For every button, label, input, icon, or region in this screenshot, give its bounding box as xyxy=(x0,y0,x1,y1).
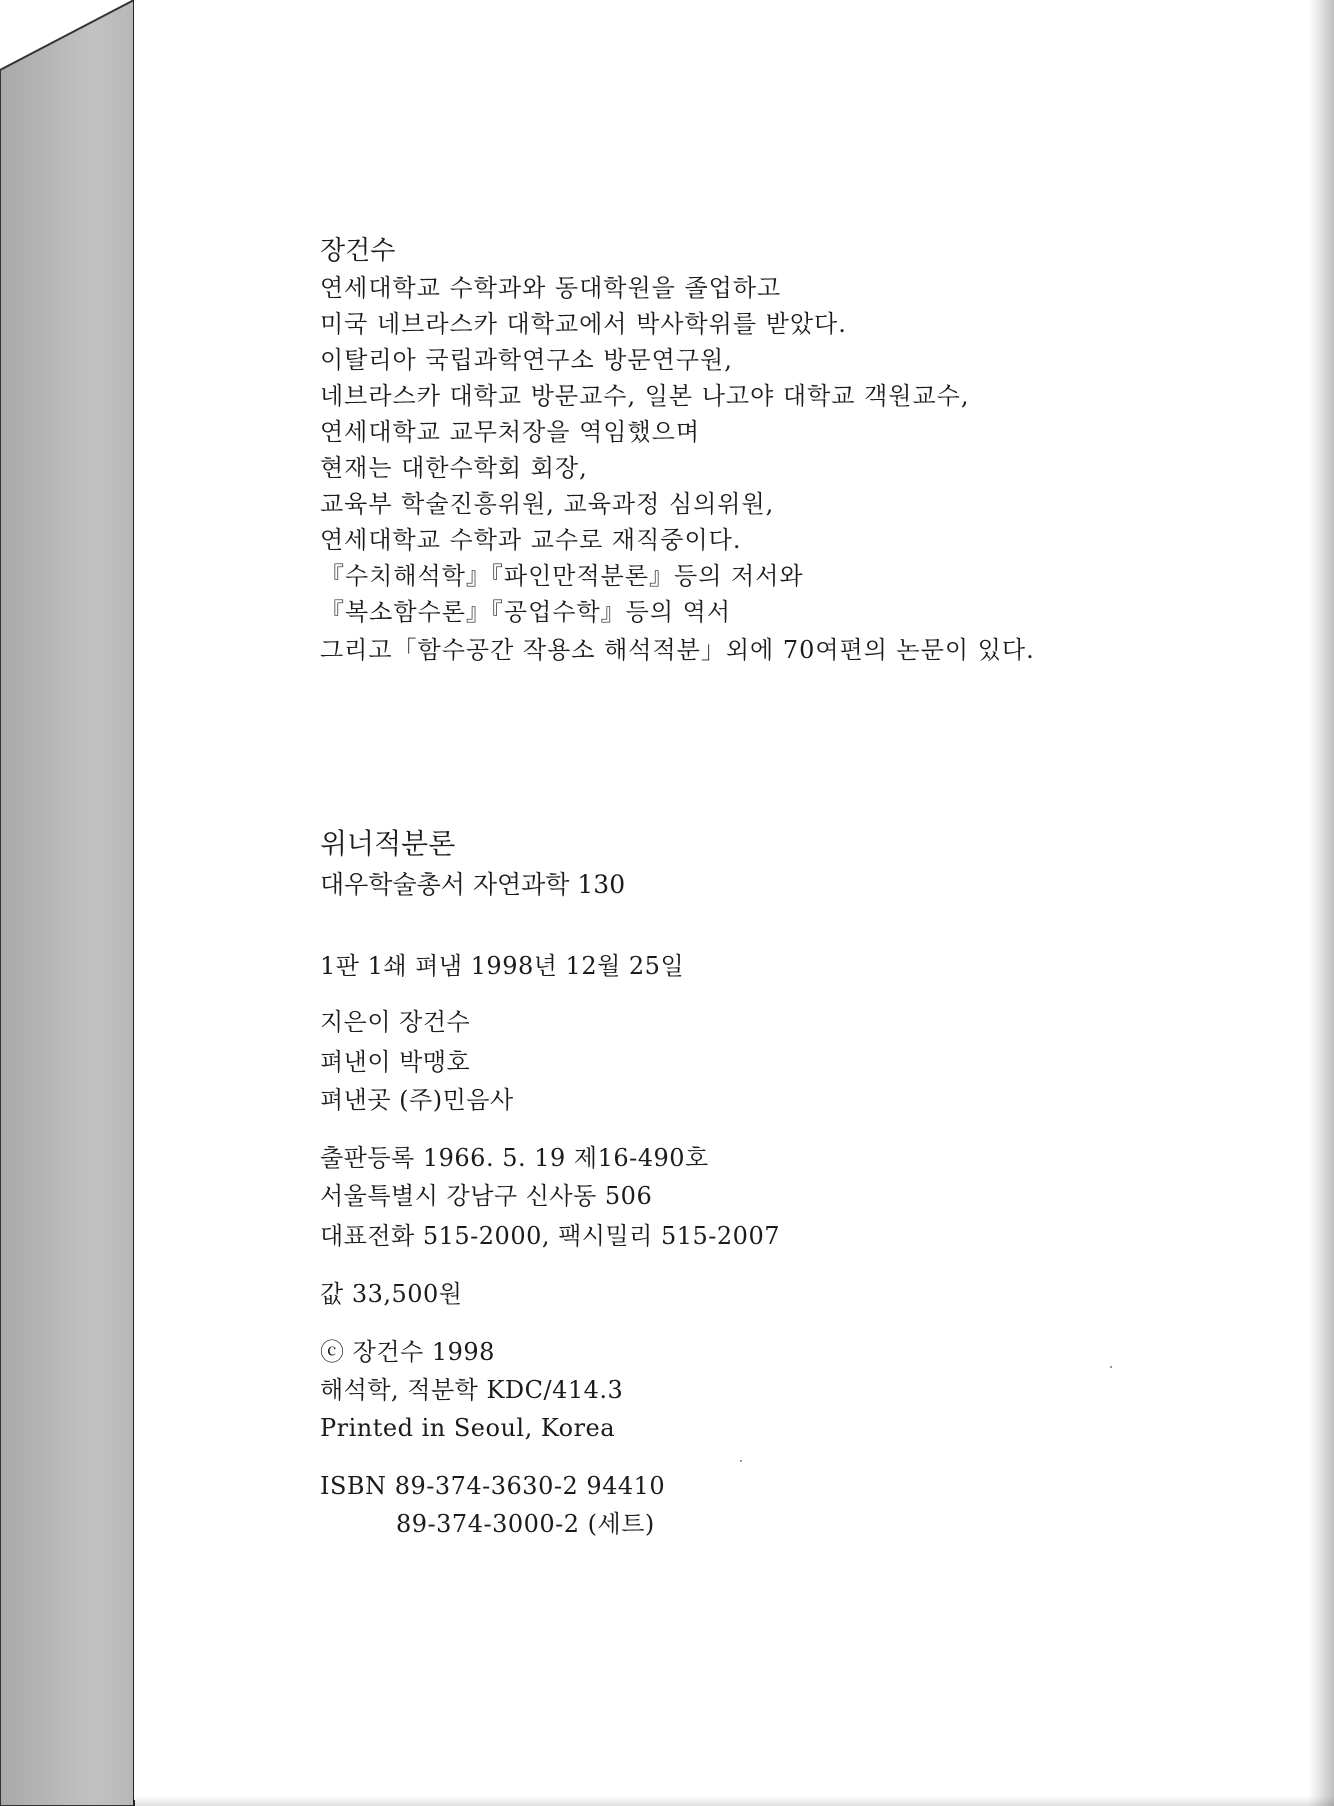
page-shadow xyxy=(1308,0,1334,1806)
bio-line: 연세대학교 수학과와 동대학원을 졸업하고 xyxy=(320,274,782,302)
bio-line: 그리고「함수공간 작용소 해석적분」외에 70여편의 논문이 있다. xyxy=(320,636,1035,664)
publisher-person-line: 펴낸이 박맹호 xyxy=(320,1048,471,1076)
isbn-line: ISBN 89-374-3630-2 94410 xyxy=(320,1472,666,1500)
book-page xyxy=(134,0,1308,1800)
printed-line: Printed in Seoul, Korea xyxy=(320,1414,616,1442)
bio-line: 『복소함수론』『공업수학』등의 역서 xyxy=(320,598,732,626)
registration-line: 출판등록 1966. 5. 19 제16-490호 xyxy=(320,1144,709,1172)
author-name: 장건수 xyxy=(320,236,396,266)
bio-line: 미국 네브라스카 대학교에서 박사학위를 받았다. xyxy=(320,310,847,338)
book-series: 대우학술총서 자연과학 130 xyxy=(320,870,626,899)
phone-line: 대표전화 515-2000, 팩시밀리 515-2007 xyxy=(320,1222,780,1250)
isbn-set-line: 89-374-3000-2 (세트) xyxy=(396,1510,655,1538)
book-spine xyxy=(0,0,140,1806)
book-title: 위너적분론 xyxy=(320,827,456,860)
publisher-line: 펴낸곳 (주)민음사 xyxy=(320,1086,514,1114)
print-speck xyxy=(1110,1366,1112,1368)
address-line: 서울특별시 강남구 신사동 506 xyxy=(320,1182,653,1210)
page-shadow-bottom xyxy=(134,1796,1334,1806)
author-line: 지은이 장건수 xyxy=(320,1008,471,1036)
bio-line: 연세대학교 교무처장을 역임했으며 xyxy=(320,418,701,446)
copyright-line: ⓒ 장건수 1998 xyxy=(320,1338,495,1366)
bio-line: 연세대학교 수학과 교수로 재직중이다. xyxy=(320,526,742,554)
bio-line: 현재는 대한수학회 회장, xyxy=(320,454,588,482)
price-line: 값 33,500원 xyxy=(320,1280,463,1308)
print-speck xyxy=(740,1460,742,1462)
classification-line: 해석학, 적분학 KDC/414.3 xyxy=(320,1376,624,1404)
bio-line: 교육부 학술진흥위원, 교육과정 심의위원, xyxy=(320,490,775,518)
bio-line: 네브라스카 대학교 방문교수, 일본 나고야 대학교 객원교수, xyxy=(320,382,970,410)
bio-line: 『수치해석학』『파인만적분론』등의 저서와 xyxy=(320,562,804,590)
bio-line: 이탈리아 국립과학연구소 방문연구원, xyxy=(320,346,733,374)
edition-line: 1판 1쇄 펴냄 1998년 12월 25일 xyxy=(320,952,685,980)
